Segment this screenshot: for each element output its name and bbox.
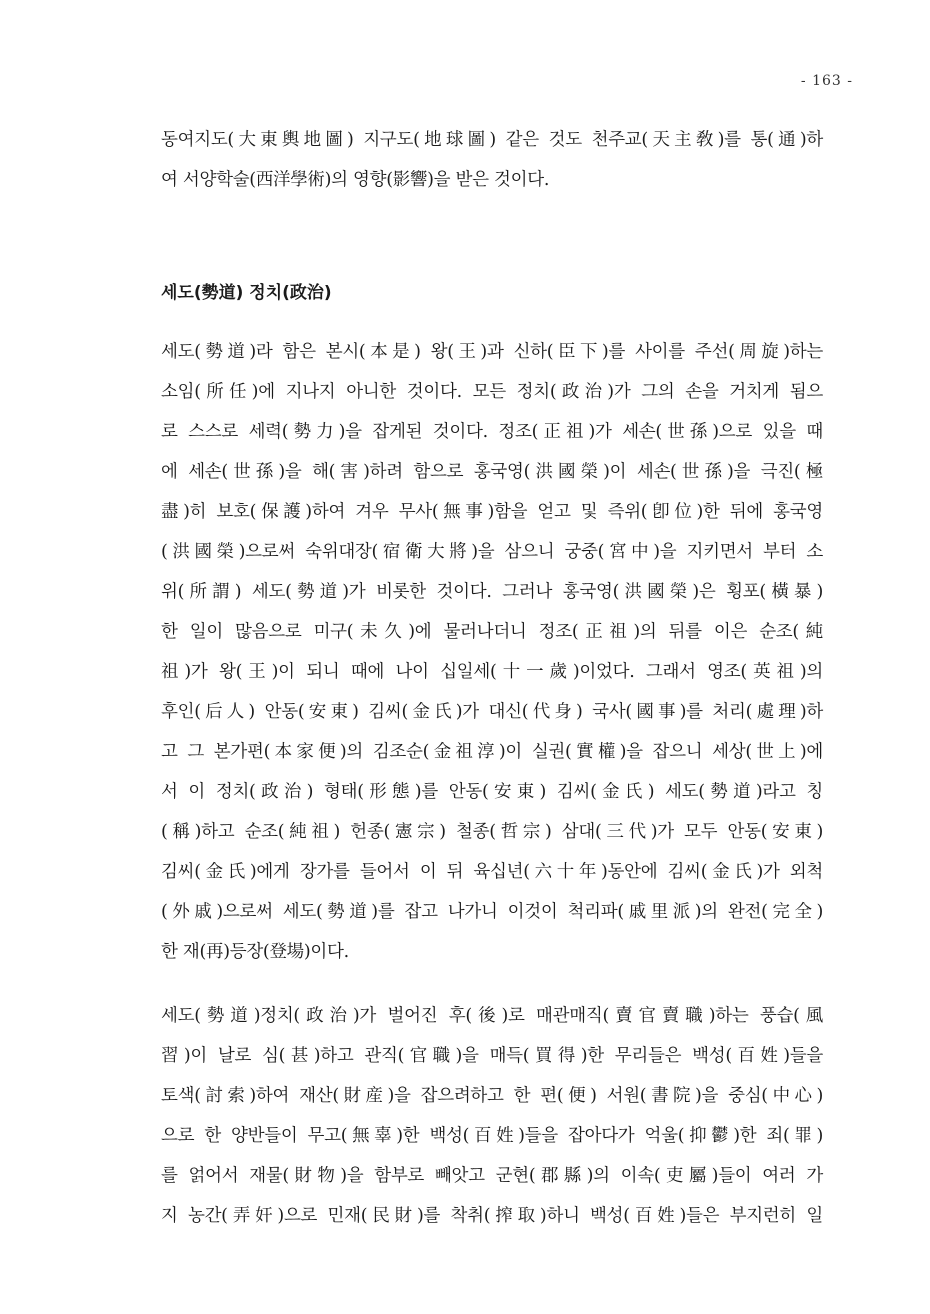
body-paragraph bbox=[161, 332, 823, 972]
text-line: 習)이 날로 심(甚)하고 관직(官職)을 매득(買得)한 무리들은 백성(百姓)들을 bbox=[161, 1046, 823, 1066]
page-number: - 163 - bbox=[800, 73, 853, 89]
text-line: 에 세손(世孫)을 해(害)하려 함으로 홍국영(洪國榮)이 세손(世孫)을 극진(極 bbox=[161, 462, 823, 482]
text-line: 盡)히 보호(保護)하여 겨우 무사(無事)함을 얻고 및 즉위(卽位)한 뒤에 홍국영 bbox=[161, 502, 823, 522]
text-line: 고 그 본가편(本家便)의 김조순(金祖淳)이 실권(實權)을 잡으니 세상(世上)에 bbox=[161, 742, 823, 762]
text-line: 소임(所任)에 지나지 아니한 것이다. 모든 정치(政治)가 그의 손을 거치게 됨으 bbox=[161, 382, 823, 402]
text-line: 위(所謂) 세도(勢道)가 비롯한 것이다. 그러나 홍국영(洪國榮)은 횡포(橫暴) bbox=[161, 582, 823, 602]
text-line: 김씨(金氏)에게 장가를 들어서 이 뒤 육십년(六十年)동안에 김씨(金氏)가 외척 bbox=[161, 862, 823, 882]
text-line: 祖)가 왕(王)이 되니 때에 나이 십일세(十一歲)이었다. 그래서 영조(英祖)의 bbox=[161, 662, 823, 682]
text-line: 지 농간(弄奸)으로 민재(民財)를 착취(搾取)하니 백성(百姓)들은 부지런히 일 bbox=[161, 1206, 823, 1226]
intro-paragraph bbox=[161, 120, 823, 200]
text-line: 한 일이 많음으로 미구(未久)에 물러나더니 정조(正祖)의 뒤를 이은 순조(純 bbox=[161, 622, 823, 642]
text-line: (外戚)으로써 세도(勢道)를 잡고 나가니 이것이 척리파(戚里派)의 완전(完全) bbox=[161, 902, 823, 922]
section-heading: 세도(勢道) 정치(政治) bbox=[161, 283, 332, 303]
text-line: 동여지도(大東輿地圖) 지구도(地球圖) 같은 것도 천주교(天主敎)를 통(通)하 bbox=[161, 130, 823, 150]
body-paragraph bbox=[161, 996, 823, 1236]
text-line: 토색(討索)하여 재산(財産)을 잡으려하고 한 편(便) 서원(書院)을 중심(中心) bbox=[161, 1086, 823, 1106]
text-line: 서 이 정치(政治) 형태(形態)를 안동(安東) 김씨(金氏) 세도(勢道)라고 칭 bbox=[161, 782, 823, 802]
text-line: (洪國榮)으로써 숙위대장(宿衛大將)을 삼으니 궁중(宮中)을 지키면서 부터 소 bbox=[161, 542, 823, 562]
page-content bbox=[161, 120, 823, 1236]
text-line: 으로 한 양반들이 무고(無辜)한 백성(百姓)들을 잡아다가 억울(抑鬱)한 죄(罪) bbox=[161, 1126, 823, 1146]
text-line: 세도(勢道)라 함은 본시(本是) 왕(王)과 신하(臣下)를 사이를 주선(周旋)하는 bbox=[161, 342, 823, 362]
text-line: 를 얽어서 재물(財物)을 함부로 빼앗고 군현(郡縣)의 이속(吏屬)들이 여러 가 bbox=[161, 1166, 823, 1186]
text-line: (稱)하고 순조(純祖) 헌종(憲宗) 철종(哲宗) 삼대(三代)가 모두 안동(安東) bbox=[161, 822, 823, 842]
text-line: 후인(后人) 안동(安東) 김씨(金氏)가 대신(代身) 국사(國事)를 처리(處理)하 bbox=[161, 702, 823, 722]
text-line: 여 서양학술(西洋學術)의 영향(影響)을 받은 것이다. bbox=[161, 170, 550, 190]
text-line: 한 재(再)등장(登場)이다. bbox=[161, 942, 349, 962]
text-line: 세도(勢道)정치(政治)가 벌어진 후(後)로 매관매직(賣官賣職)하는 풍습(風 bbox=[161, 1006, 823, 1026]
text-line: 로 스스로 세력(勢力)을 잡게된 것이다. 정조(正祖)가 세손(世孫)으로 있을 때 bbox=[161, 422, 823, 442]
